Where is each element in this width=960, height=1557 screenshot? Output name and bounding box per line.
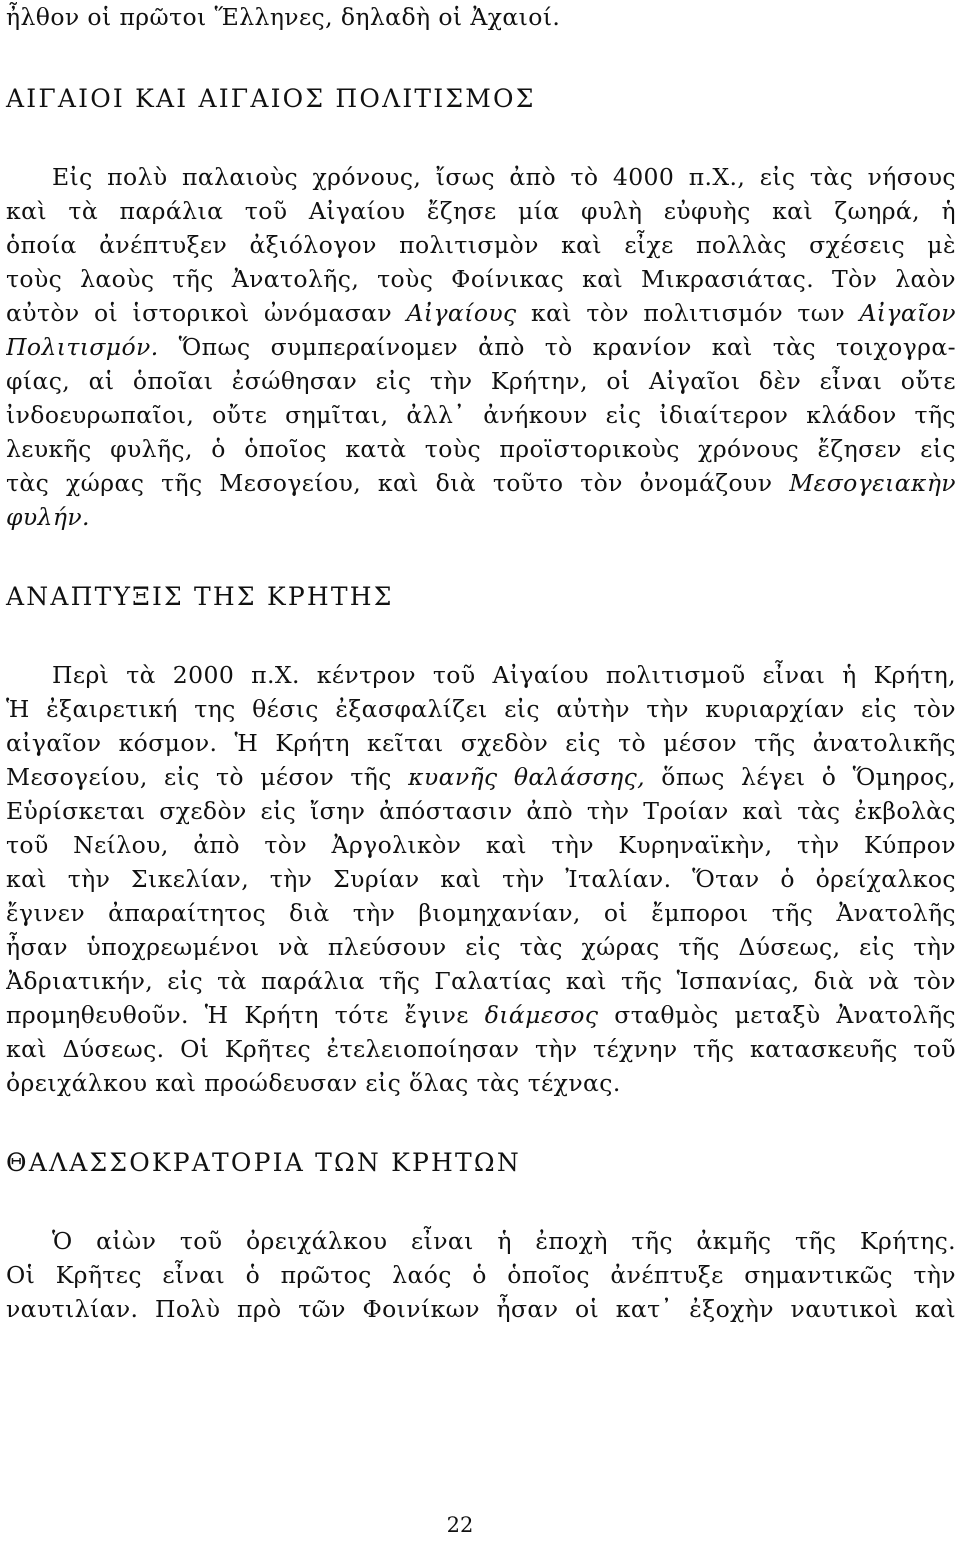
paragraph-line: λευκῆς φυλῆς, ὁ ὁποῖος κατὰ τοὺς προϊστορικοὺς χρόνους ἔζησεν εἰς: [6, 435, 956, 463]
text-run: σταθμὸς μεταξὺ Ἀνατολῆς: [598, 1001, 956, 1029]
paragraph-line: τοὺς λαοὺς τῆς Ἀνατολῆς, τοὺς Φοίνικας καὶ Μικρασιάτας. Τὸν λαὸν: [6, 265, 956, 293]
paragraph-line: [6, 296, 956, 330]
paragraph-line: φίας, αἱ ὁποῖαι ἐσώθησαν εἰς τὴν Κρήτην, οἱ Αἰγαῖοι δὲν εἶναι οὔτε: [6, 367, 956, 395]
text-run: Ὅπως συμπεραίνομεν ἀπὸ τὸ κρανίον καὶ τὰς τοιχογρα-: [158, 333, 956, 361]
paragraph-line: Ἡ ἐξαιρετική της θέσις ἐξασφαλίζει εἰς αὐτὴν τὴν κυριαρχίαν εἰς τὸν: [6, 695, 956, 723]
paragraph-line: [6, 330, 956, 364]
italic-term: κυανῆς θαλάσσης,: [408, 763, 646, 791]
paragraph-line: ἰνδοευρωπαῖοι, οὔτε σημῖται, ἀλλ᾽ ἀνήκουν εἰς ἰδιαίτερον κλάδον τῆς: [6, 401, 956, 429]
paragraph-line: Περὶ τὰ 2000 π.Χ. κέντρον τοῦ Αἰγαίου πολιτισμοῦ εἶναι ἡ Κρήτη,: [52, 661, 956, 689]
paragraph-line: Οἱ Κρῆτες εἶναι ὁ πρῶτος λαός ὁ ὁποῖος ἀνέπτυξε σημαντικῶς τὴν: [6, 1261, 956, 1289]
paragraph-line: [6, 500, 956, 534]
text-run: ὅπως λέγει ὁ Ὅμηρος,: [645, 763, 956, 791]
paragraph-line: Εἰς πολὺ παλαιοὺς χρόνους, ἴσως ἀπὸ τὸ 4000 π.Χ., εἰς τὰς νήσους: [52, 163, 956, 191]
paragraph-line: ὁποία ἀνέπτυξεν ἀξιόλογον πολιτισμὸν καὶ εἶχε πολλὰς σχέσεις μὲ: [6, 231, 956, 259]
text-run: τὰς χώρας τῆς Μεσογείου, καὶ διὰ τοῦτο τὸν ὀνομάζουν: [6, 469, 790, 497]
intro-line: ἦλθον οἱ πρῶτοι Ἕλληνες, δηλαδὴ οἱ Ἀχαιοί.: [6, 3, 561, 31]
paragraph-line: ὀρειχάλκου καὶ προώδευσαν εἰς ὅλας τὰς τέχνας.: [6, 1069, 621, 1097]
italic-term: Αἰγαίους: [406, 299, 517, 327]
text-run: Μεσογείου, εἰς τὸ μέσον τῆς: [6, 763, 409, 791]
paragraph-line: ἦσαν ὑποχρεωμένοι νὰ πλεύσουν εἰς τὰς χώρας τῆς Δύσεως, εἰς τὴν: [6, 933, 956, 961]
text-run: προμηθευθοῦν. Ἡ Κρήτη τότε ἔγινε: [6, 1001, 485, 1029]
text-run: αὐτὸν οἱ ἱστορικοὶ ὠνόμασαν: [6, 299, 407, 327]
page-number: 22: [446, 1513, 474, 1537]
italic-term: Αἰγαῖον: [859, 299, 956, 327]
paragraph-line: αἰγαῖον κόσμον. Ἡ Κρήτη κεῖται σχεδὸν εἰς τὸ μέσον τῆς ἀνατολικῆς: [6, 729, 956, 757]
paragraph-line: τοῦ Νείλου, ἀπὸ τὸν Ἀργολικὸν καὶ τὴν Κυρηναϊκὴν, τὴν Κύπρον: [6, 831, 956, 859]
section-heading-crete-development: ΑΝΑΠΤΥΞΙΣ ΤΗΣ ΚΡΗΤΗΣ: [6, 582, 394, 611]
italic-term: Μεσογειακὴν: [789, 469, 956, 497]
section-heading-thalassocracy: ΘΑΛΑΣΣΟΚΡΑΤΟΡΙΑ ΤΩΝ ΚΡΗΤΩΝ: [6, 1148, 521, 1177]
paragraph-line: Εὑρίσκεται σχεδὸν εἰς ἴσην ἀπόστασιν ἀπὸ τὴν Τροίαν καὶ τὰς ἐκβολὰς: [6, 797, 956, 825]
paragraph-line: καὶ Δύσεως. Οἱ Κρῆτες ἐτελειοποίησαν τὴν τέχνην τῆς κατασκευῆς τοῦ: [6, 1035, 956, 1063]
italic-term: Πολιτισμόν.: [6, 333, 159, 361]
paragraph-line: Ἀδριατικήν, εἰς τὰ παράλια τῆς Γαλατίας καὶ τῆς Ἱσπανίας, διὰ νὰ τὸν: [6, 967, 956, 995]
paragraph-line: ἔγινεν ἀπαραίτητος διὰ τὴν βιομηχανίαν, οἱ ἔμποροι τῆς Ἀνατολῆς: [6, 899, 956, 927]
italic-term: διάμεσος: [484, 1001, 599, 1029]
paragraph-line: καὶ τὴν Σικελίαν, τὴν Συρίαν καὶ τὴν Ἰταλίαν. Ὅταν ὁ ὀρείχαλκος: [6, 865, 956, 893]
paragraph-line: [6, 760, 956, 794]
paragraph-line: ναυτιλίαν. Πολὺ πρὸ τῶν Φοινίκων ἦσαν οἱ κατ᾽ ἐξοχὴν ναυτικοὶ καὶ: [6, 1295, 956, 1323]
text-run: καὶ τὸν πολιτισμόν των: [516, 299, 860, 327]
paragraph-line: καὶ τὰ παράλια τοῦ Αἰγαίου ἔζησε μία φυλὴ εὐφυὴς καὶ ζωηρά, ἡ: [6, 197, 956, 225]
paragraph-line: Ὁ αἰὼν τοῦ ὀρειχάλκου εἶναι ἡ ἐποχὴ τῆς ἀκμῆς τῆς Κρήτης.: [52, 1227, 956, 1255]
italic-term: φυλήν.: [6, 503, 90, 531]
paragraph-line: [6, 466, 956, 500]
section-heading-aegeans: ΑΙΓΑΙΟΙ ΚΑΙ ΑΙΓΑΙΟΣ ΠΟΛΙΤΙΣΜΟΣ: [6, 84, 536, 113]
paragraph-line: [6, 998, 956, 1032]
